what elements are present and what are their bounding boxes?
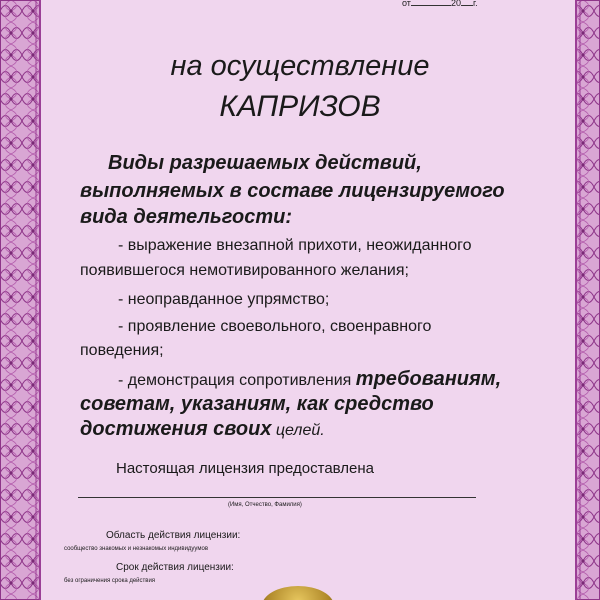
signature-line [78, 497, 476, 498]
date-year-prefix: 20 [450, 0, 461, 8]
activity-item-4-line-2: советам, указаниям, как средство [80, 393, 434, 415]
activity-item-1-line-1: - выражение внезапной прихоти, неожиданного [118, 237, 472, 254]
activities-heading-3: вида деятельгости: [80, 206, 292, 228]
activity-item-3-line-2: поведения; [80, 342, 164, 359]
activity-item-4-line-3 [80, 418, 325, 441]
activity-item-4-line-3-italic: достижения своих [80, 418, 272, 440]
name-caption: (Имя, Отчество, Фамилия) [228, 502, 302, 508]
date-from-label: от [402, 0, 411, 8]
activity-item-4-italic: требованиям, [355, 368, 502, 390]
term-label: Срок действия лицензии: [116, 562, 234, 573]
term-value: без ограничения срока действия [64, 578, 156, 584]
grant-text: Настоящая лицензия предоставлена [116, 460, 375, 477]
date-line [402, 0, 478, 8]
activity-item-4-plain: - демонстрация сопротивления [118, 372, 352, 389]
activities-heading-1: Виды разрешаемых действий, [108, 152, 422, 174]
scope-label: Область действия лицензии: [106, 530, 241, 541]
title-line-2: КАПРИЗОВ [219, 90, 381, 123]
scope-value: сообщество знакомых и незнакомых индивидуумов [64, 546, 209, 552]
activity-item-4-line-1 [118, 368, 501, 391]
activities-heading-2: выполняемых в составе лицензируемого [80, 180, 505, 202]
date-suffix: г. [472, 0, 478, 8]
title-line-1: на осуществление [170, 50, 430, 82]
activity-item-4-line-3-plain: целей. [275, 422, 325, 439]
activity-item-3-line-1: - проявление своевольного, своенравного [118, 318, 432, 335]
activity-item-1-line-2: появившегося немотивированного желания; [80, 262, 409, 279]
activity-item-2: - неоправданное упрямство; [118, 291, 330, 308]
